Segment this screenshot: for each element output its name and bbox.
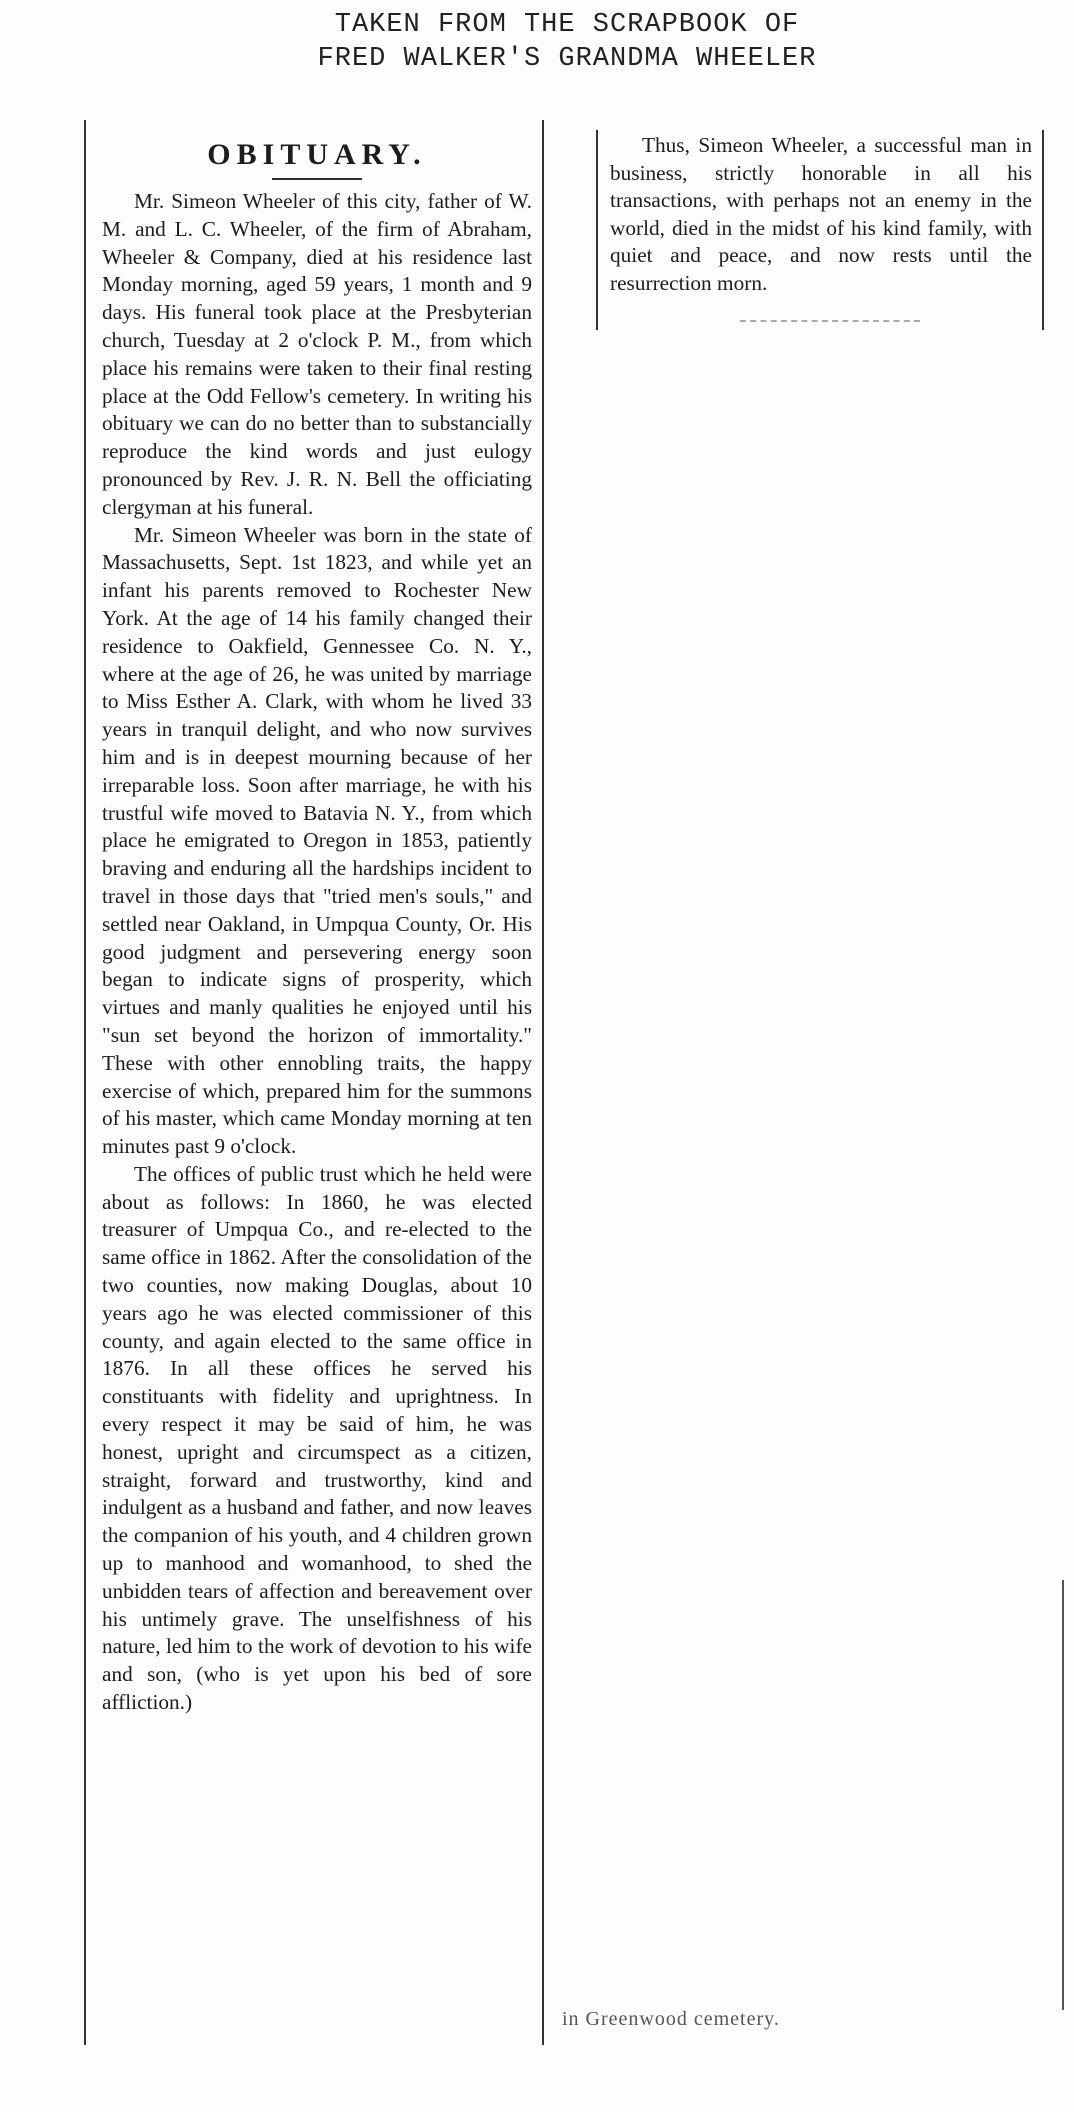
obituary-paragraph-2: Mr. Simeon Wheeler was born in the state of Massachusetts, Sept. 1st 1823, and while yet an infant his parents removed to Rochester New York. At the age of 14 his family changed their residence to Oakfield, Gennessee Co. N. Y., where at the age of 26, he was united by marriage to Miss Esther A. Clark, with whom he lived 33 years in tranquil delight, and who now survives him and is in deepest mourning because of her irreparable loss. Soon after marriage, he with his trustful wife moved to Batavia N. Y., from which place he emigrated to Oregon in 1853, patiently braving and enduring all the hardships incident to travel in those days that "tried men's souls," and settled near Oakland, in Umpqua County, Or. His good judgment and persevering energy soon began to indicate signs of prosperity, which virtues and manly qualities he enjoyed until his "sun set beyond the horizon of immortality." These with other ennobling traits, the happy exercise of which, prepared him for the summons of his master, which came Monday morning at ten minutes past 9 o'clock. (102, 522, 532, 1159)
obituary-paragraph-3: The offices of public trust which he held were about as follows: In 1860, he was elected treasurer of Umpqua Co., and re-elected to the same office in 1862. After the consolidation of the two counties, now making Douglas, about 10 years ago he was elected commissioner of this county, and again elected to the same office in 1876. In all these offices he served his constituants with fidelity and uprightness. In every respect it may be said of him, he was honest, upright and circumspect as a citizen, straight, forward and trustworthy, kind and indulgent as a husband and father, and now leaves the companion of his youth, and 4 children grown up to manhood and womanhood, to shed the unbidden tears of affection and bereavement over his untimely grave. The unselfishness of his nature, led him to the work of devotion to his wife and son, (who is yet upon his bed of sore affliction.) (102, 1161, 532, 1715)
header-line-2: FRED WALKER'S GRANDMA WHEELER (317, 44, 817, 74)
obituary-continuation: Thus, Simeon Wheeler, a successful man in business, strictly honorable in all his transactions, with perhaps not an enemy in the world, died in the midst of his kind family, with quiet and peace, and now rests until the resurrection morn. (610, 133, 1032, 295)
column-edge-mark (1062, 1580, 1064, 2010)
obituary-paragraph-1: Mr. Simeon Wheeler of this city, father of W. M. and L. C. Wheeler, of the firm of Abraham, Wheeler & Company, died at his residence last Monday morning, aged 59 years, 1 month and 9 days. His funeral took place at the Presbyterian church, Tuesday at 2 o'clock P. M., from which place his remains were taken to their final resting place at the Odd Fellow's cemetery. In writing his obituary we can do no better than to substancially reproduce the kind words and just eulogy pronounced by Rev. J. R. N. Bell the officiating clergyman at his funeral. (102, 189, 532, 519)
obituary-column-left (84, 120, 544, 2045)
faded-divider (740, 320, 920, 322)
header-line-1: TAKEN FROM THE SCRAPBOOK OF (334, 10, 800, 40)
title-rule (272, 178, 362, 180)
obituary-title: OBITUARY. (207, 138, 427, 171)
obituary-column-right (596, 130, 1044, 330)
scrapbook-header (30, 8, 1074, 76)
clipping-fragment: in Greenwood cemetery. (562, 2008, 780, 2030)
